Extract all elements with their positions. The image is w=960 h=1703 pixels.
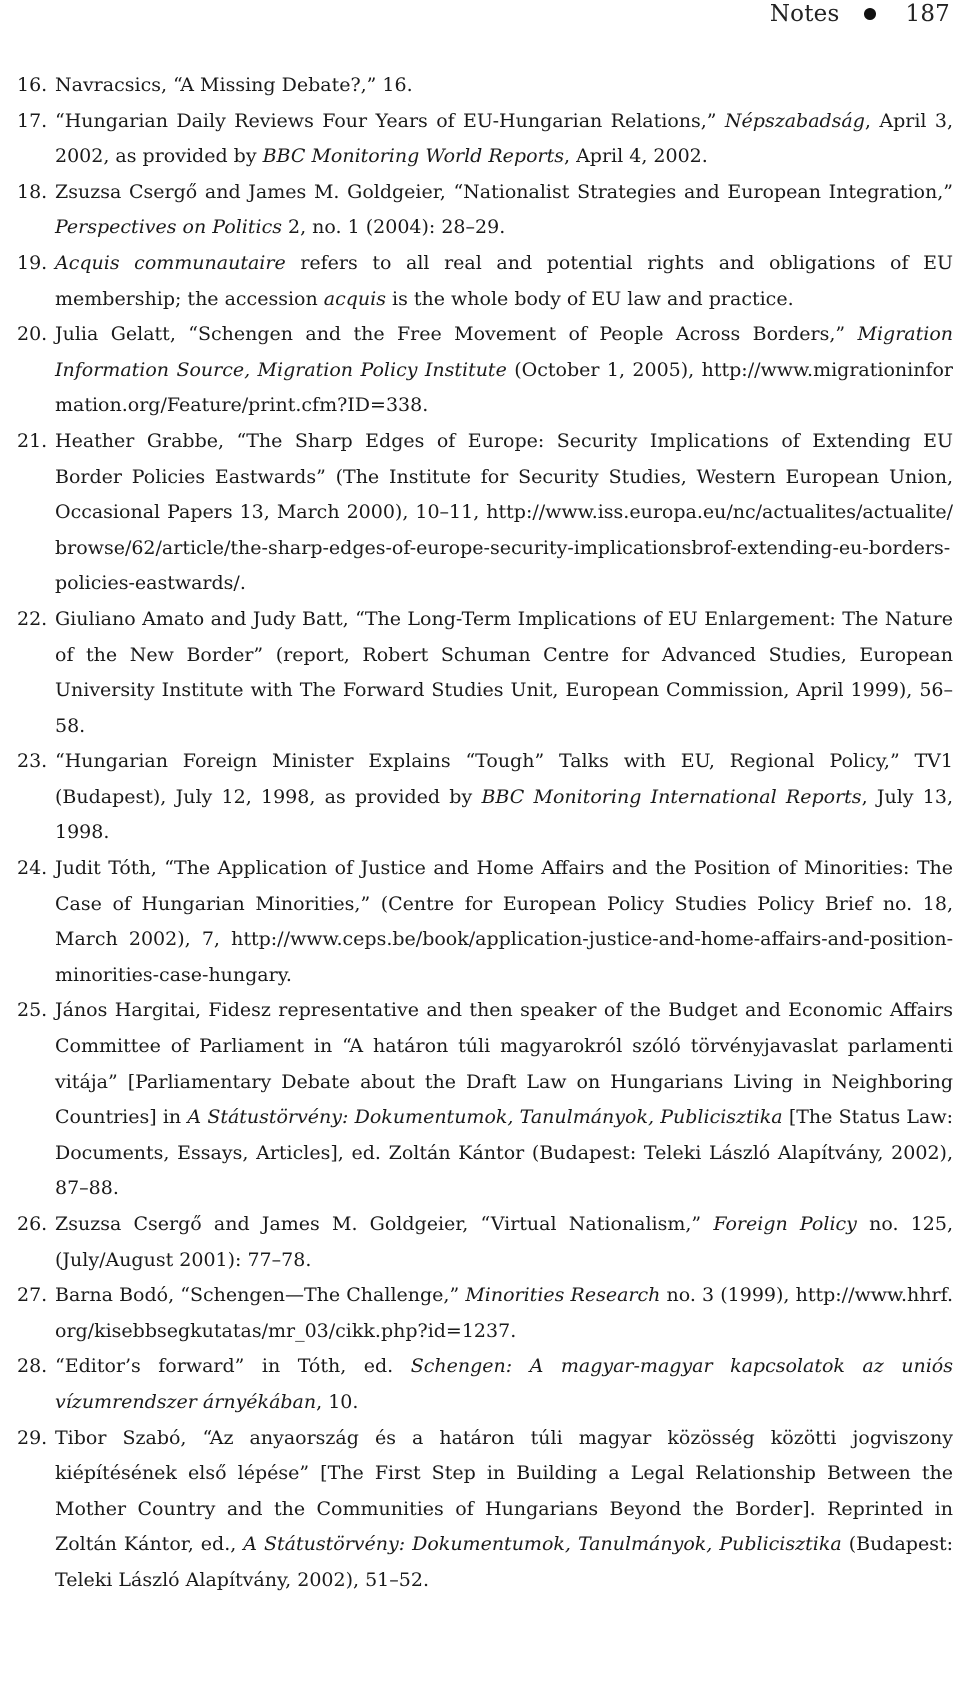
endnote-number: 21. (17, 429, 48, 452)
citation-url: http://www.ceps.be/book/application-justice-and-home-affairs-and-position-minorities-case-hungary. (55, 928, 953, 986)
endnotes-list (17, 68, 953, 1599)
citation-text: Barna Bodó, “Schengen—The Challenge,” (55, 1284, 466, 1307)
italic-title: A Státustörvény: Dokumentumok, Tanulmányok, Publicisztika (243, 1533, 842, 1556)
endnote-text (55, 175, 953, 246)
italic-title: Migration Information Source, Migration Policy Institute (55, 323, 953, 381)
citation-text: Zsuzsa Csergő and James M. Goldgeier, “Virtual Nationalism,” (55, 1213, 714, 1235)
endnote-text (55, 424, 953, 602)
endnote-item (17, 602, 953, 744)
citation-text: , April 4, 2002. (564, 145, 708, 168)
endnote-text (55, 68, 953, 104)
citation-text: (Budapest: Teleki László Alapítvány, 2002), 51–52. (55, 1533, 954, 1591)
citation-url: http://www.hhrf.org/kisebbsegkutatas/mr_03/cikk.php?id=1237. (55, 1284, 953, 1342)
bullet-separator-icon (864, 8, 876, 20)
endnote-item (17, 246, 953, 317)
endnote-text (55, 993, 953, 1207)
citation-text: , April 3, 2002, as provided by (55, 109, 953, 168)
citation-text: “Editor’s forward” in Tóth, ed. (55, 1355, 411, 1378)
endnote-number: 16. (17, 74, 48, 96)
italic-title: Schengen: A magyar-magyar kapcsolatok az uniós vízumrendszer árnyékában (55, 1355, 953, 1413)
endnote-text (55, 104, 953, 175)
endnote-item (17, 1207, 953, 1278)
endnote-number: 25. (17, 999, 48, 1022)
italic-title: Acquis communautaire (55, 251, 286, 274)
endnote-number: 23. (17, 750, 48, 773)
italic-title: acquis (323, 287, 386, 310)
italic-title: BBC Monitoring World Reports (262, 145, 564, 168)
citation-text: Julia Gelatt, “Schengen and the Free Movement of People Across Borders,” (55, 323, 858, 346)
endnote-item (17, 317, 953, 424)
endnote-number: 24. (17, 857, 48, 880)
endnote-text (55, 602, 953, 744)
endnote-text (55, 317, 953, 424)
endnote-number: 22. (17, 607, 48, 630)
citation-text: no. 3 (1999), (660, 1284, 796, 1307)
citation-text: János Hargitai, Fidesz representative and then speaker of the Budget and Economic Affairs Committee of Parliament in “A határon túli magyarokról szóló törvényjavaslat parlamenti vitája” [Parliamentary Debate about the Draft Law on Hungarians Living in Neighboring Countries] in (55, 999, 953, 1129)
endnote-text (55, 744, 953, 851)
endnote-item (17, 424, 953, 602)
running-head-section: Notes (769, 1, 840, 27)
citation-text: Tibor Szabó, “Az anyaország és a határon túli magyar közösség közötti jogviszony kiépítésének első lépése” [The First Step in Building a Legal Relationship Between the Mother Country and the Communities of Hungarians Beyond the Border]. Reprinted in Zoltán Kántor, ed., (55, 1426, 953, 1556)
citation-url: http://www.migrationinformation.org/Feature/print.cfm?ID=338. (55, 358, 953, 417)
endnote-number: 29. (17, 1426, 48, 1449)
endnote-number: 28. (17, 1355, 48, 1378)
endnote-text (55, 246, 953, 317)
citation-text: Judit Tóth, “The Application of Justice and Home Affairs and the Position of Minorities: The Case of Hungarian Minorities,” (Centre for European Policy Studies Policy Brief no. 18, March 2002), 7, (55, 857, 953, 951)
endnote-number: 20. (17, 323, 48, 346)
endnote-number: 17. (17, 109, 48, 132)
citation-text: , July 13, 1998. (55, 785, 953, 844)
endnote-number: 18. (17, 180, 48, 203)
endnote-item (17, 175, 953, 246)
endnote-number: 19. (17, 251, 48, 274)
endnote-text (55, 1207, 953, 1278)
endnote-item (17, 1421, 953, 1599)
citation-url: http://www.iss.europa.eu/nc/actualites/actualite/browse/62/article/the-sharp-edges-of-europe-security-implicationsbrof-extending-eu-borders-policies-eastwards/. (55, 501, 953, 595)
citation-text: Navracsics, “A Missing Debate?,” 16. (55, 74, 413, 96)
italic-title: BBC Monitoring International Reports (481, 785, 862, 808)
citation-text: Heather Grabbe, “The Sharp Edges of Europe: Security Implications of Extending EU Border Policies Eastwards” (The Institute for Security Studies, Western European Union, Occasional Papers 13, March 2000), 10–11, (55, 429, 953, 524)
endnote-item (17, 68, 953, 104)
citation-text: “Hungarian Daily Reviews Four Years of EU-Hungarian Relations,” (55, 109, 725, 132)
citation-text: , 10. (316, 1390, 359, 1413)
endnote-item (17, 744, 953, 851)
page-number: 187 (905, 1, 950, 27)
endnote-number: 27. (17, 1284, 48, 1307)
endnote-item (17, 104, 953, 175)
endnote-item (17, 993, 953, 1207)
endnote-item (17, 1278, 953, 1349)
citation-text: is the whole body of EU law and practice. (385, 287, 794, 310)
running-head (770, 0, 950, 28)
endnote-text (55, 1421, 953, 1599)
endnote-text (55, 1349, 953, 1420)
italic-title: Perspectives on Politics (55, 216, 282, 239)
italic-title: A Státustörvény: Dokumentumok, Tanulmányok, Publicisztika (187, 1106, 783, 1129)
endnote-item (17, 1349, 953, 1420)
citation-text: no. 125, (July/August 2001): 77–78. (55, 1213, 953, 1271)
italic-title: Minorities Research (465, 1284, 661, 1307)
endnote-text (55, 1278, 953, 1349)
citation-text: refers to all real and potential rights and obligations of EU membership; the accession (55, 251, 953, 310)
endnote-item (17, 851, 953, 993)
citation-text: (October 1, 2005), (506, 358, 702, 381)
endnote-number: 26. (17, 1213, 48, 1235)
citation-text: Zsuzsa Csergő and James M. Goldgeier, “Nationalist Strategies and European Integration,” (55, 180, 953, 203)
citation-text: “Hungarian Foreign Minister Explains “Tough” Talks with EU, Regional Policy,” TV1 (Budapest), July 12, 1998, as provided by (55, 750, 953, 808)
citation-text: [The Status Law: Documents, Essays, Articles], ed. Zoltán Kántor (Budapest: Teleki László Alapítvány, 2002), 87–88. (55, 1106, 954, 1200)
endnote-text (55, 851, 953, 993)
italic-title: Foreign Policy (713, 1213, 857, 1235)
citation-text: Giuliano Amato and Judy Batt, “The Long-Term Implications of EU Enlargement: The Nature of the New Border” (report, Robert Schuman Centre for Advanced Studies, European University Institute with The Forward Studies Unit, European Commission, April 1999), 56–58. (55, 607, 953, 737)
italic-title: Népszabadság (724, 109, 865, 132)
citation-text: 2, no. 1 (2004): 28–29. (281, 216, 506, 239)
